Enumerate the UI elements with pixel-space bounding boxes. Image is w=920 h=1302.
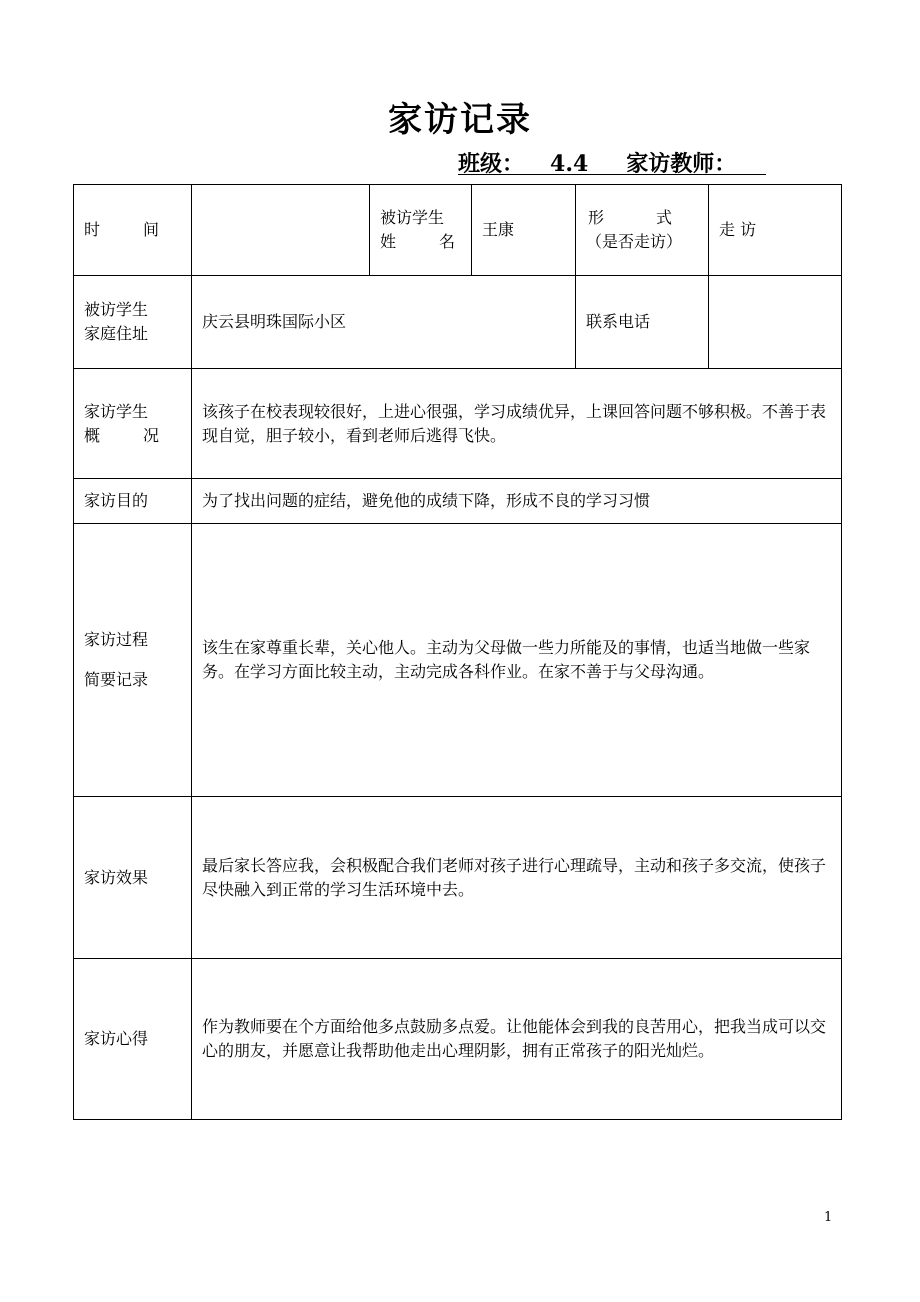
effect-value: 最后家长答应我，会积极配合我们老师对孩子进行心理疏导，主动和孩子多交流，使孩子尽快融入到正常的学习生活环境中去。 <box>192 797 842 959</box>
row-effect <box>74 797 842 959</box>
time-label: 时 间 <box>74 185 192 276</box>
row-time <box>74 185 842 276</box>
subhead-underline <box>458 174 766 175</box>
process-label: 家访过程 简要记录 <box>74 524 192 797</box>
insight-label: 家访心得 <box>74 959 192 1120</box>
page-number: 1 <box>824 1210 833 1225</box>
phone-value <box>709 276 842 369</box>
address-value: 庆云县明珠国际小区 <box>192 276 576 369</box>
form-label: 形 式 （是否走访） <box>576 185 709 276</box>
overview-label: 家访学生 概 况 <box>74 369 192 479</box>
process-value: 该生在家尊重长辈，关心他人。主动为父母做一些力所能及的事情，也适当地做一些家务。在学习方面比较主动，主动完成各科作业。在家不善于与父母沟通。 <box>192 524 842 797</box>
row-process <box>74 524 842 797</box>
time-value <box>192 185 370 276</box>
insight-value: 作为教师要在个方面给他多点鼓励多点爱。让他能体会到我的良苦用心，把我当成可以交心的朋友，并愿意让我帮助他走出心理阴影，拥有正常孩子的阳光灿烂。 <box>192 959 842 1120</box>
purpose-value: 为了找出问题的症结，避免他的成绩下降，形成不良的学习习惯 <box>192 479 842 524</box>
phone-label: 联系电话 <box>576 276 709 369</box>
student-name-label: 被访学生 姓 名 <box>370 185 472 276</box>
form-value: 走 访 <box>709 185 842 276</box>
row-insight <box>74 959 842 1120</box>
teacher-label: 家访教师： <box>626 152 737 177</box>
row-address <box>74 276 842 369</box>
effect-label: 家访效果 <box>74 797 192 959</box>
document-title: 家访记录 <box>388 100 532 140</box>
class-label: 班级： <box>458 152 525 177</box>
row-overview <box>74 369 842 479</box>
home-visit-table <box>73 184 842 1120</box>
purpose-label: 家访目的 <box>74 479 192 524</box>
student-name-value: 王康 <box>472 185 576 276</box>
overview-value: 该孩子在校表现较很好，上进心很强，学习成绩优异，上课回答问题不够积极。不善于表现自觉，胆子较小，看到老师后逃得飞快。 <box>192 369 842 479</box>
class-value: 4.4 <box>550 151 589 177</box>
address-label: 被访学生 家庭住址 <box>74 276 192 369</box>
row-purpose <box>74 479 842 524</box>
